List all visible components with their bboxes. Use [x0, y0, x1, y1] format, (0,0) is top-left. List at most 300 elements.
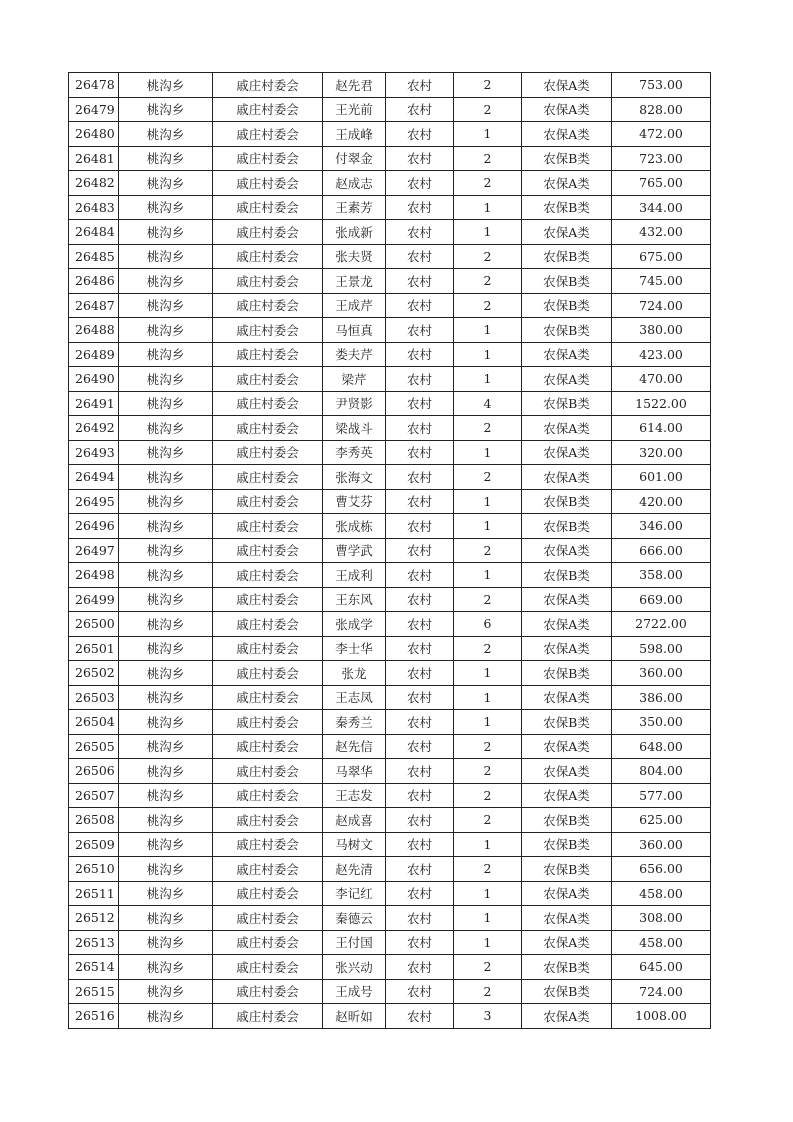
cell-person-name: 王付国	[323, 930, 386, 955]
cell-household-type: 农村	[386, 783, 454, 808]
cell-household-type: 农村	[386, 391, 454, 416]
cell-person-name: 曹艾芬	[323, 489, 386, 514]
cell-village-committee: 戚庄村委会	[213, 906, 323, 931]
cell-insurance-category: 农保A类	[522, 465, 612, 490]
cell-household-type: 农村	[386, 538, 454, 563]
cell-amount: 753.00	[612, 73, 711, 98]
cell-household-type: 农村	[386, 318, 454, 343]
cell-village-committee: 戚庄村委会	[213, 465, 323, 490]
cell-person-name: 马树文	[323, 832, 386, 857]
cell-village-committee: 戚庄村委会	[213, 440, 323, 465]
cell-record-id: 26496	[69, 514, 119, 539]
cell-insurance-category: 农保B类	[522, 269, 612, 294]
cell-person-name: 赵成喜	[323, 808, 386, 833]
cell-village-committee: 戚庄村委会	[213, 293, 323, 318]
cell-village-committee: 戚庄村委会	[213, 195, 323, 220]
cell-township: 桃沟乡	[119, 881, 213, 906]
cell-village-committee: 戚庄村委会	[213, 563, 323, 588]
cell-person-name: 李记红	[323, 881, 386, 906]
cell-village-committee: 戚庄村委会	[213, 1004, 323, 1029]
cell-household-size: 2	[454, 979, 522, 1004]
table-row	[69, 342, 711, 367]
cell-record-id: 26497	[69, 538, 119, 563]
cell-household-type: 农村	[386, 710, 454, 735]
cell-record-id: 26512	[69, 906, 119, 931]
cell-village-committee: 戚庄村委会	[213, 710, 323, 735]
cell-amount: 724.00	[612, 293, 711, 318]
cell-insurance-category: 农保B类	[522, 661, 612, 686]
cell-record-id: 26516	[69, 1004, 119, 1029]
table-row	[69, 930, 711, 955]
cell-person-name: 赵昕如	[323, 1004, 386, 1029]
cell-record-id: 26509	[69, 832, 119, 857]
cell-record-id: 26489	[69, 342, 119, 367]
cell-insurance-category: 农保A类	[522, 73, 612, 98]
cell-township: 桃沟乡	[119, 293, 213, 318]
cell-person-name: 张海文	[323, 465, 386, 490]
cell-record-id: 26482	[69, 171, 119, 196]
cell-village-committee: 戚庄村委会	[213, 269, 323, 294]
cell-village-committee: 戚庄村委会	[213, 416, 323, 441]
cell-household-size: 1	[454, 342, 522, 367]
cell-township: 桃沟乡	[119, 195, 213, 220]
table-row	[69, 734, 711, 759]
cell-household-type: 农村	[386, 587, 454, 612]
cell-insurance-category: 农保B类	[522, 979, 612, 1004]
cell-household-size: 2	[454, 416, 522, 441]
cell-household-size: 1	[454, 318, 522, 343]
table-row	[69, 171, 711, 196]
cell-insurance-category: 农保A类	[522, 783, 612, 808]
cell-amount: 358.00	[612, 563, 711, 588]
cell-person-name: 王成号	[323, 979, 386, 1004]
cell-household-type: 农村	[386, 685, 454, 710]
cell-amount: 380.00	[612, 318, 711, 343]
cell-township: 桃沟乡	[119, 783, 213, 808]
cell-village-committee: 戚庄村委会	[213, 367, 323, 392]
cell-village-committee: 戚庄村委会	[213, 979, 323, 1004]
cell-record-id: 26513	[69, 930, 119, 955]
cell-amount: 645.00	[612, 955, 711, 980]
cell-village-committee: 戚庄村委会	[213, 783, 323, 808]
table-row	[69, 563, 711, 588]
cell-amount: 344.00	[612, 195, 711, 220]
cell-household-type: 农村	[386, 759, 454, 784]
cell-household-size: 2	[454, 734, 522, 759]
cell-household-type: 农村	[386, 979, 454, 1004]
cell-record-id: 26501	[69, 636, 119, 661]
cell-household-size: 2	[454, 171, 522, 196]
cell-township: 桃沟乡	[119, 636, 213, 661]
cell-person-name: 付翠金	[323, 146, 386, 171]
cell-insurance-category: 农保A类	[522, 538, 612, 563]
cell-amount: 470.00	[612, 367, 711, 392]
cell-record-id: 26510	[69, 857, 119, 882]
cell-household-type: 农村	[386, 808, 454, 833]
cell-person-name: 王志凤	[323, 685, 386, 710]
cell-insurance-category: 农保B类	[522, 146, 612, 171]
cell-township: 桃沟乡	[119, 416, 213, 441]
cell-village-committee: 戚庄村委会	[213, 587, 323, 612]
cell-insurance-category: 农保B类	[522, 318, 612, 343]
cell-record-id: 26485	[69, 244, 119, 269]
cell-village-committee: 戚庄村委会	[213, 857, 323, 882]
cell-amount: 656.00	[612, 857, 711, 882]
cell-household-size: 2	[454, 465, 522, 490]
cell-household-type: 农村	[386, 563, 454, 588]
cell-amount: 423.00	[612, 342, 711, 367]
cell-record-id: 26508	[69, 808, 119, 833]
cell-person-name: 王成峰	[323, 122, 386, 147]
cell-township: 桃沟乡	[119, 734, 213, 759]
cell-household-type: 农村	[386, 857, 454, 882]
cell-insurance-category: 农保A类	[522, 636, 612, 661]
cell-amount: 614.00	[612, 416, 711, 441]
cell-township: 桃沟乡	[119, 661, 213, 686]
cell-township: 桃沟乡	[119, 955, 213, 980]
cell-township: 桃沟乡	[119, 612, 213, 637]
cell-record-id: 26480	[69, 122, 119, 147]
cell-person-name: 张成学	[323, 612, 386, 637]
cell-village-committee: 戚庄村委会	[213, 514, 323, 539]
cell-record-id: 26484	[69, 220, 119, 245]
cell-township: 桃沟乡	[119, 514, 213, 539]
cell-household-type: 农村	[386, 489, 454, 514]
cell-township: 桃沟乡	[119, 587, 213, 612]
cell-village-committee: 戚庄村委会	[213, 318, 323, 343]
cell-household-size: 1	[454, 367, 522, 392]
cell-township: 桃沟乡	[119, 979, 213, 1004]
cell-village-committee: 戚庄村委会	[213, 832, 323, 857]
table-row	[69, 759, 711, 784]
cell-household-type: 农村	[386, 416, 454, 441]
table-row	[69, 514, 711, 539]
cell-insurance-category: 农保B类	[522, 293, 612, 318]
cell-township: 桃沟乡	[119, 465, 213, 490]
cell-household-type: 农村	[386, 955, 454, 980]
cell-township: 桃沟乡	[119, 759, 213, 784]
table-row	[69, 440, 711, 465]
cell-village-committee: 戚庄村委会	[213, 955, 323, 980]
cell-township: 桃沟乡	[119, 220, 213, 245]
cell-household-size: 2	[454, 857, 522, 882]
cell-amount: 675.00	[612, 244, 711, 269]
cell-village-committee: 戚庄村委会	[213, 146, 323, 171]
table-row	[69, 416, 711, 441]
cell-amount: 804.00	[612, 759, 711, 784]
cell-household-size: 2	[454, 97, 522, 122]
cell-insurance-category: 农保B类	[522, 563, 612, 588]
cell-household-size: 4	[454, 391, 522, 416]
cell-amount: 598.00	[612, 636, 711, 661]
cell-insurance-category: 农保B类	[522, 955, 612, 980]
cell-township: 桃沟乡	[119, 269, 213, 294]
cell-insurance-category: 农保B类	[522, 857, 612, 882]
cell-amount: 1008.00	[612, 1004, 711, 1029]
table-row	[69, 661, 711, 686]
cell-household-type: 农村	[386, 514, 454, 539]
cell-household-size: 2	[454, 587, 522, 612]
table-row	[69, 269, 711, 294]
cell-household-type: 农村	[386, 636, 454, 661]
cell-township: 桃沟乡	[119, 318, 213, 343]
cell-person-name: 王景龙	[323, 269, 386, 294]
cell-record-id: 26500	[69, 612, 119, 637]
table-row	[69, 97, 711, 122]
cell-person-name: 娄夫芹	[323, 342, 386, 367]
cell-township: 桃沟乡	[119, 97, 213, 122]
table-row	[69, 955, 711, 980]
cell-record-id: 26478	[69, 73, 119, 98]
cell-record-id: 26507	[69, 783, 119, 808]
cell-household-type: 农村	[386, 906, 454, 931]
cell-amount: 308.00	[612, 906, 711, 931]
cell-household-size: 2	[454, 244, 522, 269]
cell-amount: 648.00	[612, 734, 711, 759]
table-row	[69, 979, 711, 1004]
cell-person-name: 王东风	[323, 587, 386, 612]
cell-household-type: 农村	[386, 220, 454, 245]
table-row	[69, 244, 711, 269]
cell-township: 桃沟乡	[119, 440, 213, 465]
cell-amount: 360.00	[612, 661, 711, 686]
cell-insurance-category: 农保B类	[522, 244, 612, 269]
cell-record-id: 26488	[69, 318, 119, 343]
cell-village-committee: 戚庄村委会	[213, 538, 323, 563]
cell-household-size: 1	[454, 710, 522, 735]
cell-household-type: 农村	[386, 171, 454, 196]
cell-household-type: 农村	[386, 881, 454, 906]
cell-record-id: 26493	[69, 440, 119, 465]
cell-township: 桃沟乡	[119, 146, 213, 171]
cell-insurance-category: 农保A类	[522, 416, 612, 441]
table-row	[69, 881, 711, 906]
table-row	[69, 391, 711, 416]
cell-record-id: 26515	[69, 979, 119, 1004]
table-row	[69, 636, 711, 661]
cell-insurance-category: 农保B类	[522, 489, 612, 514]
table-row	[69, 587, 711, 612]
table-row	[69, 783, 711, 808]
cell-insurance-category: 农保A类	[522, 685, 612, 710]
cell-record-id: 26511	[69, 881, 119, 906]
cell-household-size: 2	[454, 538, 522, 563]
cell-person-name: 尹贤影	[323, 391, 386, 416]
cell-township: 桃沟乡	[119, 122, 213, 147]
table-row	[69, 685, 711, 710]
cell-household-type: 农村	[386, 661, 454, 686]
table-row	[69, 367, 711, 392]
table-row	[69, 538, 711, 563]
cell-person-name: 王光前	[323, 97, 386, 122]
cell-insurance-category: 农保B类	[522, 195, 612, 220]
cell-insurance-category: 农保A类	[522, 220, 612, 245]
cell-amount: 1522.00	[612, 391, 711, 416]
cell-township: 桃沟乡	[119, 1004, 213, 1029]
cell-village-committee: 戚庄村委会	[213, 661, 323, 686]
cell-person-name: 马恒真	[323, 318, 386, 343]
cell-household-size: 1	[454, 832, 522, 857]
table-row	[69, 857, 711, 882]
cell-township: 桃沟乡	[119, 391, 213, 416]
table-row	[69, 906, 711, 931]
cell-township: 桃沟乡	[119, 538, 213, 563]
cell-record-id: 26504	[69, 710, 119, 735]
cell-township: 桃沟乡	[119, 906, 213, 931]
cell-household-type: 农村	[386, 440, 454, 465]
cell-village-committee: 戚庄村委会	[213, 73, 323, 98]
cell-township: 桃沟乡	[119, 710, 213, 735]
cell-amount: 669.00	[612, 587, 711, 612]
cell-village-committee: 戚庄村委会	[213, 734, 323, 759]
cell-amount: 745.00	[612, 269, 711, 294]
table-row	[69, 1004, 711, 1029]
cell-person-name: 李士华	[323, 636, 386, 661]
cell-insurance-category: 农保A类	[522, 1004, 612, 1029]
cell-household-size: 3	[454, 1004, 522, 1029]
cell-household-size: 1	[454, 220, 522, 245]
cell-household-size: 2	[454, 759, 522, 784]
cell-household-size: 1	[454, 685, 522, 710]
cell-household-type: 农村	[386, 832, 454, 857]
cell-household-size: 1	[454, 440, 522, 465]
cell-village-committee: 戚庄村委会	[213, 685, 323, 710]
cell-household-size: 1	[454, 881, 522, 906]
cell-insurance-category: 农保B类	[522, 391, 612, 416]
cell-insurance-category: 农保A类	[522, 587, 612, 612]
cell-household-type: 农村	[386, 734, 454, 759]
cell-record-id: 26495	[69, 489, 119, 514]
cell-township: 桃沟乡	[119, 367, 213, 392]
cell-person-name: 秦秀兰	[323, 710, 386, 735]
cell-person-name: 王素芳	[323, 195, 386, 220]
cell-household-type: 农村	[386, 293, 454, 318]
cell-household-size: 2	[454, 73, 522, 98]
cell-village-committee: 戚庄村委会	[213, 930, 323, 955]
cell-household-type: 农村	[386, 1004, 454, 1029]
cell-household-size: 2	[454, 955, 522, 980]
cell-household-type: 农村	[386, 195, 454, 220]
cell-household-size: 2	[454, 636, 522, 661]
table-row	[69, 318, 711, 343]
cell-person-name: 梁战斗	[323, 416, 386, 441]
cell-insurance-category: 农保A类	[522, 906, 612, 931]
cell-household-size: 1	[454, 930, 522, 955]
cell-household-size: 2	[454, 146, 522, 171]
cell-amount: 724.00	[612, 979, 711, 1004]
cell-village-committee: 戚庄村委会	[213, 808, 323, 833]
table-row	[69, 808, 711, 833]
cell-household-type: 农村	[386, 269, 454, 294]
cell-person-name: 张夫贤	[323, 244, 386, 269]
cell-household-size: 2	[454, 293, 522, 318]
table-row	[69, 832, 711, 857]
cell-village-committee: 戚庄村委会	[213, 759, 323, 784]
cell-record-id: 26503	[69, 685, 119, 710]
cell-household-size: 1	[454, 661, 522, 686]
table-body	[69, 73, 711, 1029]
cell-record-id: 26499	[69, 587, 119, 612]
cell-record-id: 26479	[69, 97, 119, 122]
cell-household-size: 2	[454, 269, 522, 294]
cell-amount: 765.00	[612, 171, 711, 196]
cell-person-name: 张成栋	[323, 514, 386, 539]
cell-record-id: 26514	[69, 955, 119, 980]
cell-village-committee: 戚庄村委会	[213, 342, 323, 367]
cell-insurance-category: 农保A类	[522, 759, 612, 784]
table-row	[69, 465, 711, 490]
cell-household-type: 农村	[386, 367, 454, 392]
cell-amount: 350.00	[612, 710, 711, 735]
cell-amount: 346.00	[612, 514, 711, 539]
cell-record-id: 26481	[69, 146, 119, 171]
cell-household-type: 农村	[386, 122, 454, 147]
cell-record-id: 26486	[69, 269, 119, 294]
cell-insurance-category: 农保B类	[522, 514, 612, 539]
cell-insurance-category: 农保A类	[522, 367, 612, 392]
cell-township: 桃沟乡	[119, 73, 213, 98]
cell-township: 桃沟乡	[119, 489, 213, 514]
cell-person-name: 王志发	[323, 783, 386, 808]
cell-amount: 2722.00	[612, 612, 711, 637]
cell-amount: 458.00	[612, 881, 711, 906]
cell-household-size: 1	[454, 122, 522, 147]
table-row	[69, 612, 711, 637]
cell-insurance-category: 农保A类	[522, 734, 612, 759]
cell-record-id: 26487	[69, 293, 119, 318]
cell-person-name: 赵先清	[323, 857, 386, 882]
cell-insurance-category: 农保A类	[522, 171, 612, 196]
cell-amount: 828.00	[612, 97, 711, 122]
cell-record-id: 26491	[69, 391, 119, 416]
cell-amount: 472.00	[612, 122, 711, 147]
cell-amount: 320.00	[612, 440, 711, 465]
cell-person-name: 王成芹	[323, 293, 386, 318]
cell-village-committee: 戚庄村委会	[213, 391, 323, 416]
subsidy-table	[68, 72, 711, 1029]
cell-household-size: 6	[454, 612, 522, 637]
cell-insurance-category: 农保B类	[522, 832, 612, 857]
cell-amount: 601.00	[612, 465, 711, 490]
cell-township: 桃沟乡	[119, 563, 213, 588]
cell-township: 桃沟乡	[119, 808, 213, 833]
table-row	[69, 293, 711, 318]
cell-household-size: 1	[454, 489, 522, 514]
cell-household-size: 1	[454, 514, 522, 539]
cell-township: 桃沟乡	[119, 832, 213, 857]
cell-township: 桃沟乡	[119, 342, 213, 367]
cell-insurance-category: 农保A类	[522, 97, 612, 122]
cell-household-type: 农村	[386, 342, 454, 367]
table-row	[69, 146, 711, 171]
cell-record-id: 26502	[69, 661, 119, 686]
cell-township: 桃沟乡	[119, 685, 213, 710]
cell-amount: 432.00	[612, 220, 711, 245]
cell-village-committee: 戚庄村委会	[213, 612, 323, 637]
cell-household-type: 农村	[386, 146, 454, 171]
cell-household-size: 1	[454, 195, 522, 220]
cell-record-id: 26494	[69, 465, 119, 490]
cell-record-id: 26492	[69, 416, 119, 441]
cell-record-id: 26483	[69, 195, 119, 220]
cell-person-name: 梁芹	[323, 367, 386, 392]
cell-amount: 420.00	[612, 489, 711, 514]
table-row	[69, 122, 711, 147]
cell-amount: 458.00	[612, 930, 711, 955]
cell-insurance-category: 农保A类	[522, 342, 612, 367]
cell-village-committee: 戚庄村委会	[213, 489, 323, 514]
cell-household-size: 1	[454, 563, 522, 588]
